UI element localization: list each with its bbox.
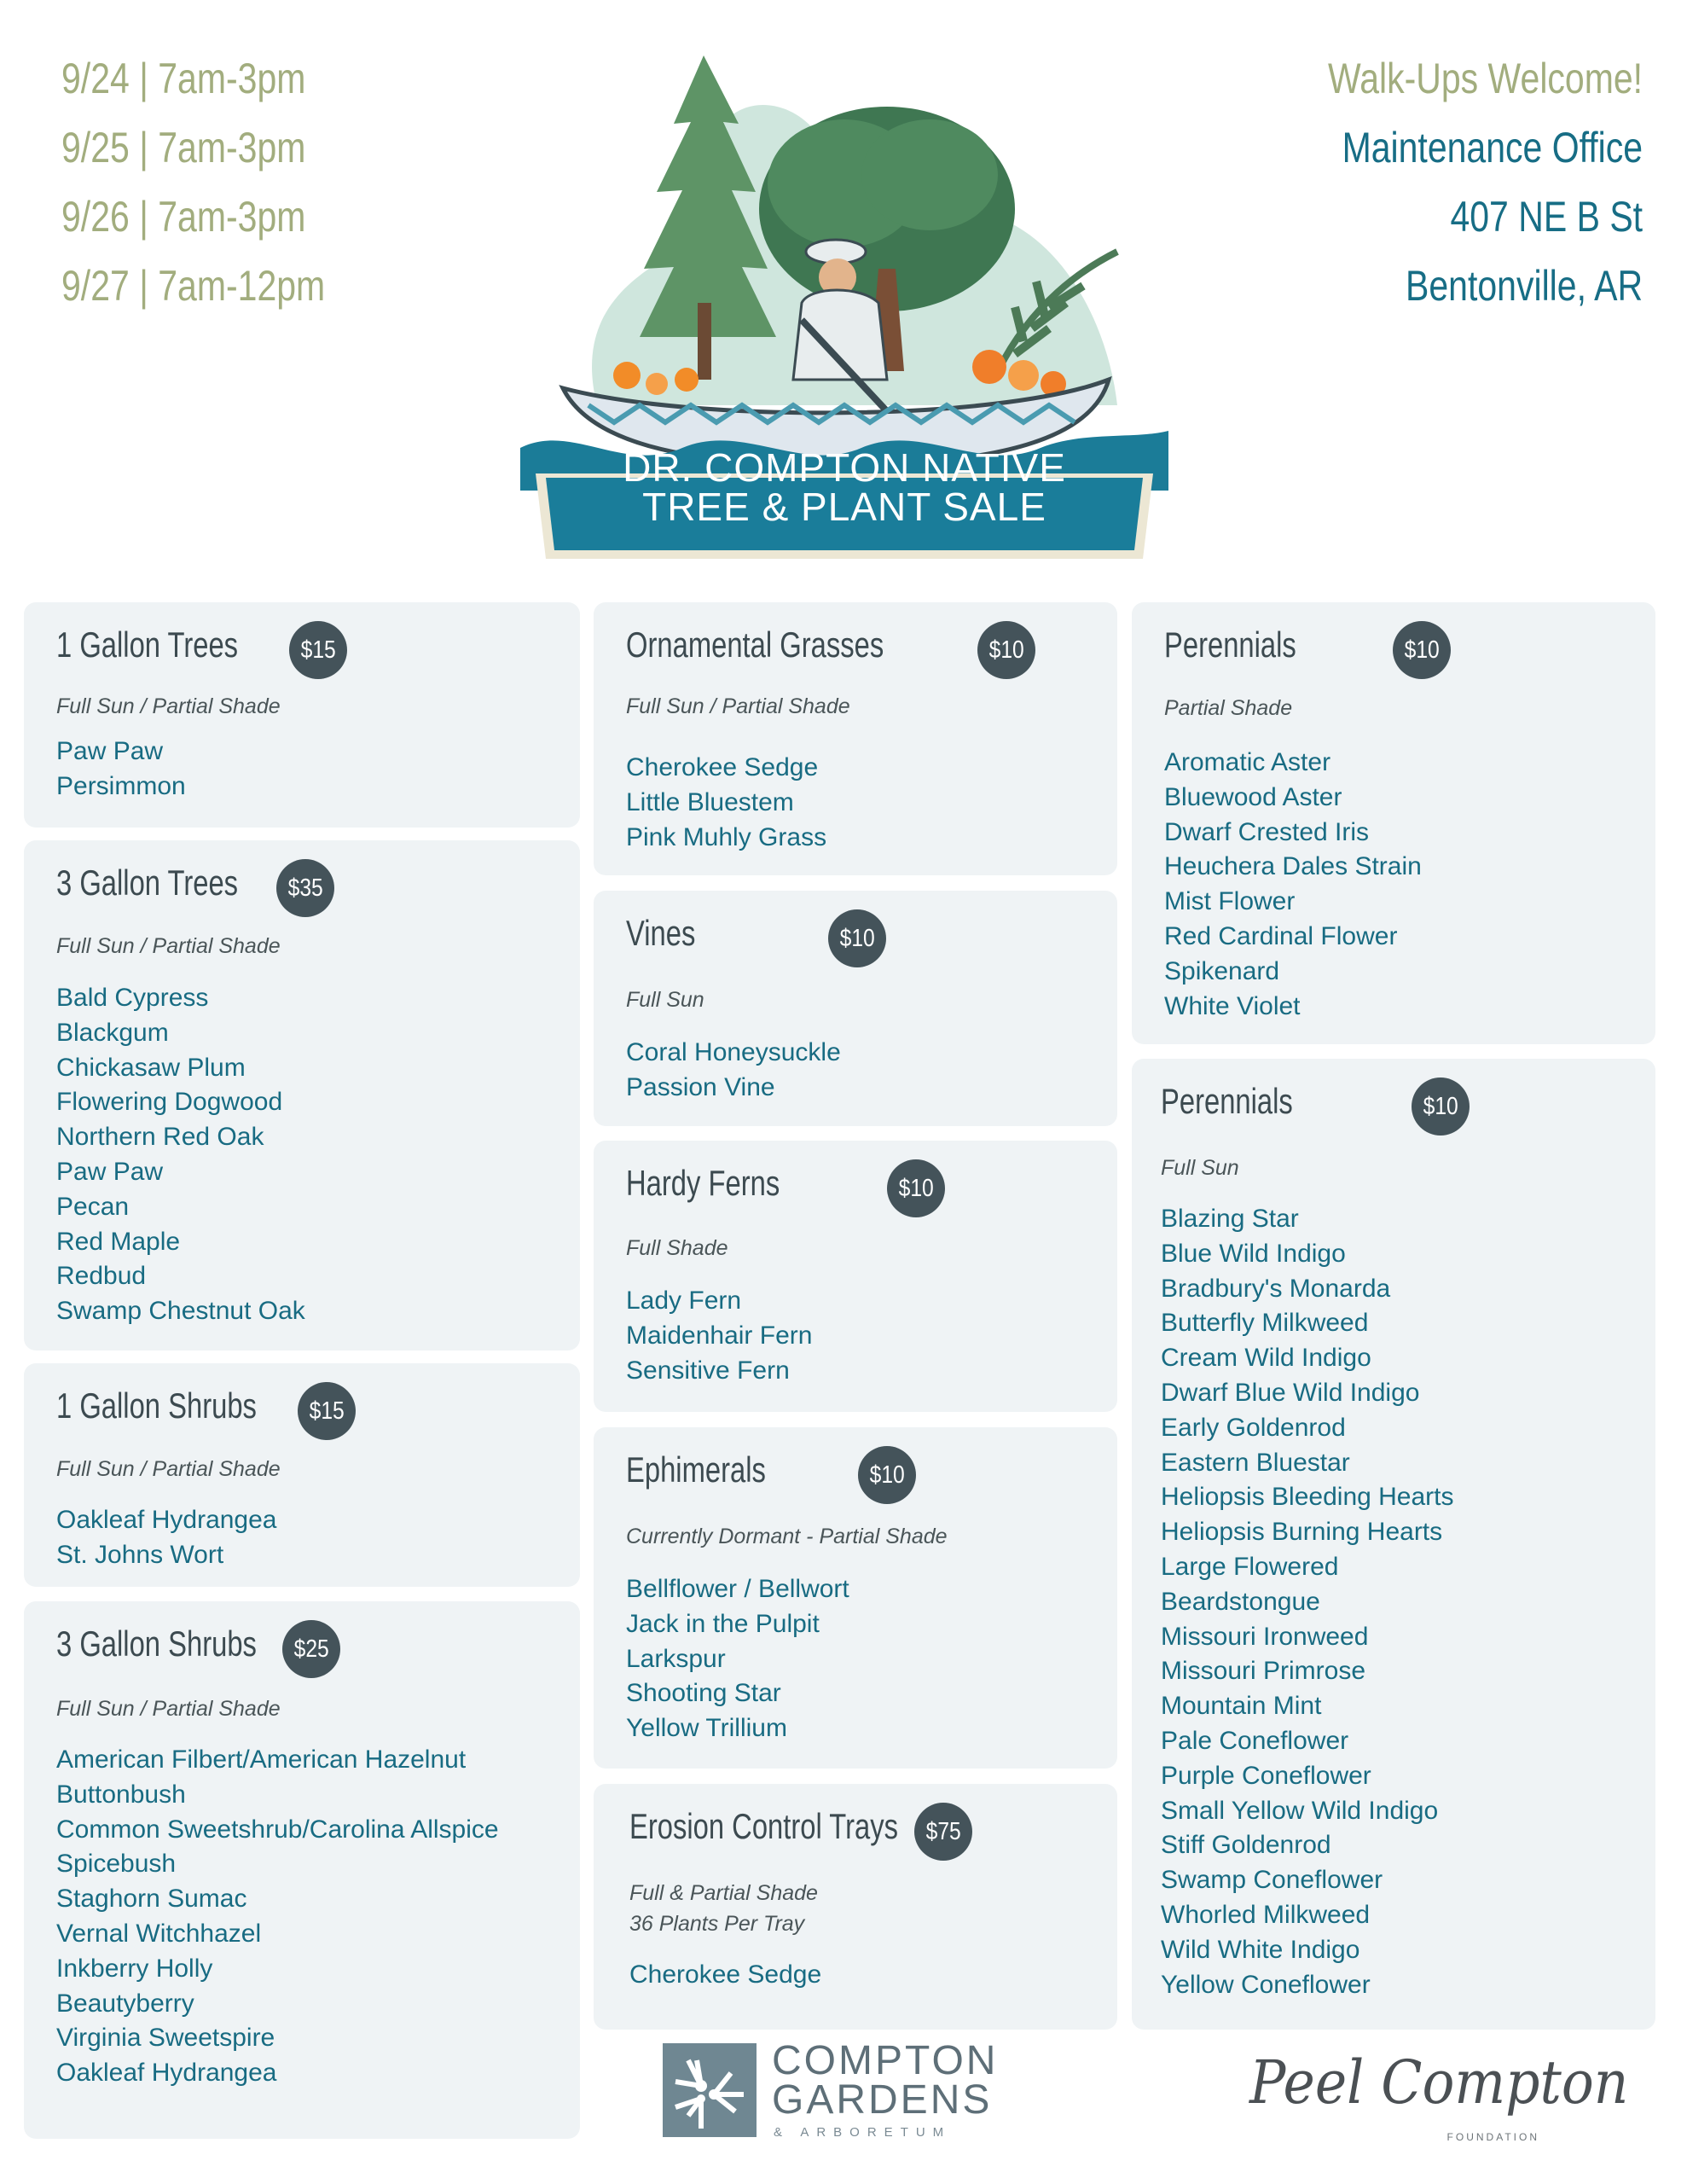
list-item: Early Goldenrod: [1161, 1413, 1346, 1442]
price-badge: $35: [276, 859, 334, 917]
plant-list: [56, 1503, 277, 1573]
card-title: 3 Gallon Shrubs: [56, 1623, 257, 1664]
card-hardy-ferns: [594, 1141, 1117, 1412]
list-item: Paw Paw: [56, 1157, 164, 1186]
light-requirement: Full Sun / Partial Shade: [56, 934, 281, 958]
date-line: 9/26 | 7am-3pm: [61, 193, 306, 241]
street-address: 407 NE B St: [1450, 193, 1643, 241]
list-item: Beautyberry: [56, 1989, 194, 2018]
office-name: Maintenance Office: [1342, 124, 1643, 171]
list-item: Beardstongue: [1161, 1587, 1320, 1616]
price-badge: $10: [977, 621, 1035, 679]
price-badge: $10: [1412, 1077, 1470, 1136]
list-item: Vernal Witchhazel: [56, 1919, 262, 1948]
list-item: St. Johns Wort: [56, 1540, 224, 1569]
card-3-gallon-shrubs: [24, 1601, 580, 2139]
card-title: 3 Gallon Trees: [56, 863, 239, 903]
list-item: Red Maple: [56, 1227, 181, 1256]
list-item: Yellow Coneflower: [1161, 1970, 1371, 1999]
price-badge: $15: [289, 621, 347, 679]
list-item: Missouri Ironweed: [1161, 1622, 1369, 1651]
list-item: Paw Paw: [56, 737, 164, 765]
light-requirement: Currently Dormant - Partial Shade: [626, 1525, 948, 1548]
list-item: Virginia Sweetspire: [56, 2024, 275, 2053]
list-item: Buttonbush: [56, 1780, 186, 1809]
list-item: Lady Fern: [626, 1287, 742, 1315]
light-requirement: Full Sun / Partial Shade: [56, 1457, 281, 1481]
list-item: Eastern Bluestar: [1161, 1448, 1350, 1477]
light-requirement: Full Sun: [1161, 1156, 1239, 1180]
list-item: Blackgum: [56, 1018, 169, 1047]
list-item: Butterfly Milkweed: [1161, 1309, 1369, 1338]
plant-list: [1164, 746, 1422, 1024]
list-item: White Violet: [1164, 991, 1301, 1020]
list-item: Maidenhair Fern: [626, 1321, 813, 1350]
list-item: Pale Coneflower: [1161, 1726, 1349, 1755]
list-item: Large Flowered: [1161, 1552, 1339, 1581]
list-item: Yellow Trillium: [626, 1714, 787, 1743]
location-info: [1259, 44, 1643, 321]
list-item: Cream Wild Indigo: [1161, 1344, 1371, 1373]
light-requirement: Partial Shade: [1164, 696, 1293, 720]
list-item: Little Bluestem: [626, 787, 794, 816]
list-item: Heliopsis Bleeding Hearts: [1161, 1483, 1454, 1512]
light-requirement: Full & Partial Shade: [629, 1881, 818, 1905]
list-item: Redbud: [56, 1262, 147, 1291]
list-item: Cherokee Sedge: [629, 1960, 822, 1989]
list-item: Wild White Indigo: [1161, 1935, 1360, 1964]
card-ephimerals: [594, 1427, 1117, 1769]
list-item: Inkberry Holly: [56, 1954, 213, 1983]
list-item: Dwarf Crested Iris: [1164, 817, 1370, 846]
price-badge: $10: [858, 1446, 916, 1504]
card-title: Erosion Control Trays: [629, 1806, 898, 1846]
date-line: 9/25 | 7am-3pm: [61, 124, 306, 171]
list-item: Flowering Dogwood: [56, 1088, 283, 1117]
card-title: Ephimerals: [626, 1449, 766, 1490]
plant-list: [56, 735, 186, 804]
plant-list: [629, 1958, 821, 1993]
list-item: Jack in the Pulpit: [626, 1609, 820, 1638]
card-3-gallon-trees: [24, 840, 580, 1350]
plant-list: [626, 751, 826, 855]
list-item: Shooting Star: [626, 1679, 781, 1708]
card-title: 1 Gallon Trees: [56, 624, 239, 665]
date-line: 9/24 | 7am-3pm: [61, 55, 306, 102]
list-item: Chickasaw Plum: [56, 1053, 246, 1082]
card-title: Vines: [626, 913, 696, 953]
logo-title-line1: DR. COMPTON NATIVE: [623, 445, 1066, 490]
list-item: Bradbury's Monarda: [1161, 1274, 1391, 1303]
price-badge: $10: [887, 1159, 945, 1217]
list-item: Aromatic Aster: [1164, 748, 1331, 776]
card-erosion-control-trays: [594, 1784, 1117, 2030]
list-item: Missouri Primrose: [1161, 1657, 1366, 1686]
list-item: Northern Red Oak: [56, 1123, 264, 1152]
list-item: Oakleaf Hydrangea: [56, 1506, 277, 1534]
list-item: Spikenard: [1164, 956, 1280, 985]
list-item: Coral Honeysuckle: [626, 1038, 841, 1066]
logo-title-line2: TREE & PLANT SALE: [642, 485, 1046, 529]
card-title: Hardy Ferns: [626, 1163, 780, 1203]
list-item: Larkspur: [626, 1644, 726, 1673]
walkups-note: Walk-Ups Welcome!: [1327, 55, 1643, 102]
light-requirement: Full Sun: [626, 988, 704, 1012]
card-1-gallon-shrubs: [24, 1363, 580, 1587]
card-title: 1 Gallon Shrubs: [56, 1385, 257, 1426]
list-item: Cherokee Sedge: [626, 753, 819, 781]
card-title: Ornamental Grasses: [626, 624, 884, 665]
tray-count: 36 Plants Per Tray: [629, 1912, 805, 1936]
plant-list: [626, 1572, 849, 1746]
list-item: Oakleaf Hydrangea: [56, 2059, 277, 2088]
list-item: Heliopsis Burning Hearts: [1161, 1518, 1443, 1547]
foundation-wordmark: FOUNDATION: [1446, 2131, 1539, 2143]
card-ornamental-grasses: [594, 602, 1117, 875]
card-1-gallon-trees: [24, 602, 580, 828]
list-item: Passion Vine: [626, 1072, 775, 1101]
list-item: Spicebush: [56, 1850, 177, 1879]
plant-list: [626, 1284, 812, 1388]
list-item: Stiff Goldenrod: [1161, 1831, 1331, 1860]
list-item: Persimmon: [56, 771, 186, 800]
list-item: Dwarf Blue Wild Indigo: [1161, 1378, 1420, 1407]
list-item: Swamp Chestnut Oak: [56, 1297, 305, 1326]
price-badge: $15: [298, 1382, 356, 1440]
list-item: Whorled Milkweed: [1161, 1900, 1371, 1929]
list-item: Red Cardinal Flower: [1164, 921, 1398, 950]
list-item: Bellflower / Bellwort: [626, 1575, 849, 1603]
list-item: Purple Coneflower: [1161, 1761, 1371, 1790]
peel-compton-foundation-logo: [1249, 2048, 1629, 2150]
list-item: Common Sweetshrub/Carolina Allspice: [56, 1815, 499, 1844]
plant-list: [1161, 1202, 1454, 2002]
light-requirement: Full Sun / Partial Shade: [56, 694, 281, 718]
city-state: Bentonville, AR: [1405, 262, 1643, 310]
list-item: Heuchera Dales Strain: [1164, 852, 1422, 881]
list-item: Staghorn Sumac: [56, 1885, 247, 1914]
compton-wordmark: COMPTON: [772, 2038, 999, 2083]
price-badge: $10: [828, 909, 886, 967]
price-badge: $75: [914, 1803, 972, 1861]
gardens-wordmark: GARDENS: [772, 2077, 993, 2123]
card-perennials-full-sun: [1132, 1059, 1655, 2030]
date-line: 9/27 | 7am-12pm: [61, 262, 326, 310]
plant-list: [56, 1743, 499, 2091]
list-item: Mist Flower: [1164, 887, 1296, 916]
list-item: Sensitive Fern: [626, 1356, 790, 1385]
list-item: Bluewood Aster: [1164, 782, 1342, 811]
card-perennials-partial-shade: [1132, 602, 1655, 1044]
card-title: Perennials: [1161, 1081, 1293, 1121]
light-requirement: Full Shade: [626, 1236, 728, 1260]
price-badge: $10: [1393, 621, 1451, 679]
list-item: Swamp Coneflower: [1161, 1866, 1383, 1895]
list-item: Small Yellow Wild Indigo: [1161, 1796, 1439, 1825]
list-item: Mountain Mint: [1161, 1692, 1322, 1721]
list-item: American Filbert/American Hazelnut: [56, 1745, 467, 1774]
light-requirement: Full Sun / Partial Shade: [56, 1697, 281, 1721]
card-vines: [594, 891, 1117, 1126]
plant-list: [626, 1036, 841, 1106]
arboretum-wordmark: & ARBORETUM: [774, 2125, 952, 2140]
compton-gardens-logo: [663, 2038, 1029, 2144]
list-item: Pecan: [56, 1192, 130, 1221]
price-badge: $25: [282, 1620, 340, 1678]
plant-list: [56, 981, 305, 1329]
sale-dates: [61, 44, 383, 321]
peel-compton-script: Peel Compton: [1249, 2048, 1629, 2117]
list-item: Pink Muhly Grass: [626, 822, 827, 851]
light-requirement: Full Sun / Partial Shade: [626, 694, 850, 718]
sale-logo: [520, 47, 1168, 559]
flower-mark-icon: [663, 2043, 757, 2137]
list-item: Blue Wild Indigo: [1161, 1239, 1346, 1268]
list-item: Blazing Star: [1161, 1205, 1299, 1233]
card-title: Perennials: [1164, 624, 1296, 665]
list-item: Bald Cypress: [56, 984, 209, 1012]
